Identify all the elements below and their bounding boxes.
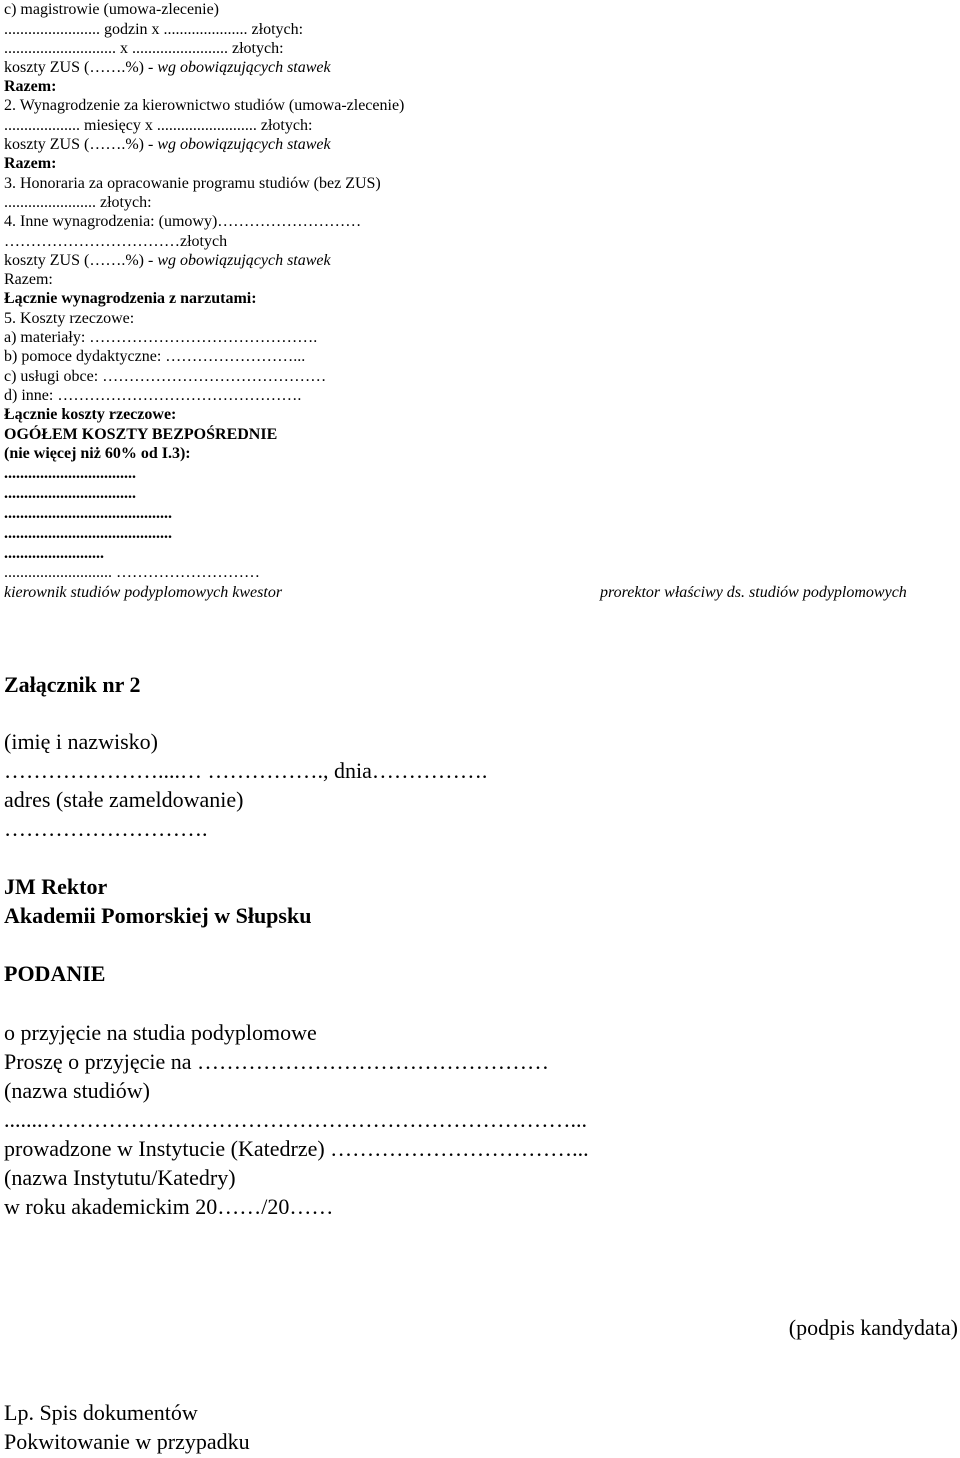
date-line: …………………....… ……………., dnia……………. — [4, 758, 488, 783]
budget-line-zus-3 — [4, 253, 331, 269]
budget-line-other-amount: ……………………………złotych — [4, 233, 228, 250]
budget-line-management: 2. Wynagrodzenie za kierownictwo studiów (umowa-zlecenie) — [4, 97, 405, 114]
podanie-heading: PODANIE — [4, 961, 106, 986]
zus-rate-note: wg obowiązujących stawek — [157, 252, 331, 269]
documents-list-heading: Lp. Spis dokumentów — [4, 1400, 198, 1425]
budget-line-honoraria: 3. Honoraria za opracowanie programu studiów (bez ZUS) — [4, 175, 381, 192]
budget-line-times: ............................ x ........................ złotych: — [4, 40, 284, 57]
zus-rate-note: wg obowiązujących stawek — [157, 136, 331, 153]
dotted-line: .......................................... — [4, 525, 172, 542]
institute-line: prowadzone w Instytucie (Katedrze) ……………………………... — [4, 1136, 589, 1161]
budget-line-external-services: c) usługi obce: …………………………………… — [4, 368, 327, 385]
budget-line-material-costs: 5. Koszty rzeczowe: — [4, 310, 135, 327]
study-name-label: (nazwa studiów) — [4, 1078, 151, 1103]
budget-total-1: Razem: — [4, 78, 57, 95]
academic-year-line: w roku akademickim 20……/20…… — [4, 1194, 334, 1219]
budget-line-honoraria-amount: ....................... złotych: — [4, 194, 152, 211]
zus-label: koszty ZUS (…….%) - — [4, 252, 158, 269]
attachment-title: Załącznik nr 2 — [4, 672, 141, 697]
budget-line-other-costs: d) inne: ………………………………………. — [4, 387, 302, 404]
institute-name-label: (nazwa Instytutu/Katedry) — [4, 1165, 236, 1190]
budget-line-hours: ........................ godzin x ..................... złotych: — [4, 21, 304, 38]
receipt-line: Pokwitowanie w przypadku — [4, 1429, 250, 1454]
application-request-line: Proszę o przyjęcie na ………………………………………… — [4, 1049, 550, 1074]
budget-line-materials: a) materiały: ……………………………………. — [4, 329, 318, 346]
university-name: Akademii Pomorskiej w Słupsku — [4, 903, 312, 928]
signature-label-right: prorektor właściwy ds. studiów podyplomowych — [600, 584, 907, 601]
zus-rate-note: wg obowiązujących stawek — [157, 59, 331, 76]
budget-line-zus-1 — [4, 60, 331, 76]
dotted-line: .......................................... — [4, 505, 172, 522]
zus-label: koszty ZUS (…….%) - — [4, 136, 158, 153]
signature-label-left: kierownik studiów podyplomowych kwestor — [4, 584, 283, 601]
budget-line-other: 4. Inne wynagrodzenia: (umowy)……………………… — [4, 213, 362, 230]
budget-total-3: Razem: — [4, 271, 53, 288]
budget-total-material-costs: Łącznie koszty rzeczowe: — [4, 406, 177, 423]
budget-total-2: Razem: — [4, 155, 57, 172]
dotted-line: ................................. — [4, 465, 136, 482]
rector-title: JM Rektor — [4, 874, 108, 899]
dotted-line: ................................. — [4, 485, 136, 502]
name-label: (imię i nazwisko) — [4, 729, 158, 754]
budget-line-zus-2 — [4, 137, 331, 153]
application-subject: o przyjęcie na studia podyplomowe — [4, 1020, 317, 1045]
budget-line-months: ................... miesięcy x ......................... złotych: — [4, 117, 313, 134]
budget-line-teaching-aids: b) pomoce dydaktyczne: ……………………... — [4, 348, 306, 365]
address-label: adres (stałe zameldowanie) — [4, 787, 244, 812]
dotted-line: ........................... ……………………… — [4, 564, 260, 581]
budget-direct-costs-limit: (nie więcej niż 60% od I.3): — [4, 445, 191, 462]
study-name-line: .......………………………………………………………………... — [4, 1107, 587, 1132]
candidate-signature-label: (podpis kandydata) — [788, 1315, 958, 1340]
budget-total-direct-costs: OGÓŁEM KOSZTY BEZPOŚREDNIE — [4, 426, 278, 443]
dotted-line: ......................... — [4, 545, 104, 562]
zus-label: koszty ZUS (…….%) - — [4, 59, 158, 76]
budget-total-salaries: Łącznie wynagrodzenia z narzutami: — [4, 290, 257, 307]
address-line: ………………………. — [4, 816, 208, 841]
budget-line-magistrowie: c) magistrowie (umowa-zlecenie) — [4, 1, 220, 18]
